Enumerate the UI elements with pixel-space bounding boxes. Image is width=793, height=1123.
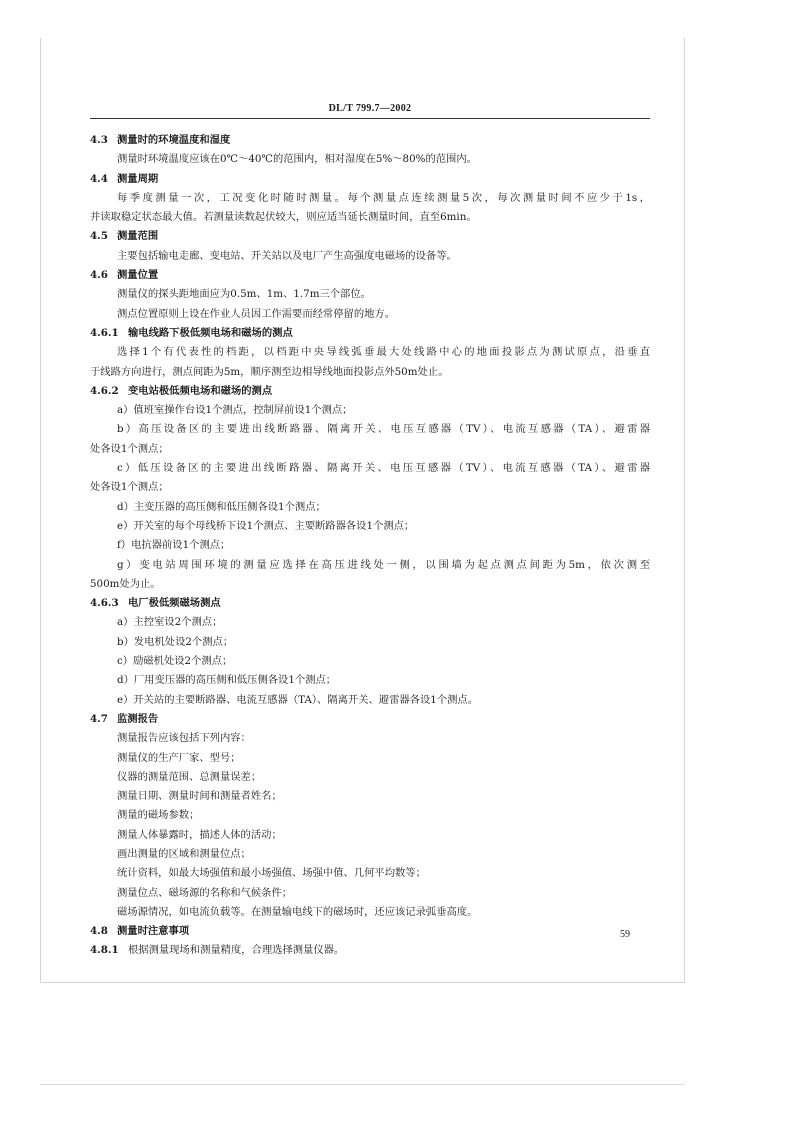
- list-item: g）变电站周围环境的测量应选择在高压进线处一侧，以围墙为起点测点间距为5m，依次测至: [117, 558, 650, 571]
- report-item: 测量报告应该包括下列内容：: [117, 732, 251, 745]
- paragraph: 测点位置原则上设在作业人员因工作需要而经常停留的地方。: [117, 307, 396, 320]
- list-item: c）励磁机处设2个测点；: [117, 655, 233, 668]
- section-heading-4-6-2: 4.6.2 变电站极低频电场和磁场的测点: [90, 384, 273, 397]
- paragraph-line: 于线路方向进行，测点间距为5m，顺序测至边相导线地面投影点外50m处止。: [90, 365, 449, 378]
- list-item-continuation: 500m处为止。: [90, 577, 161, 590]
- scan-edge-bottom: [40, 982, 685, 983]
- list-item: d）主变压器的高压侧和低压侧各设1个测点；: [117, 500, 326, 513]
- list-item: b）高压设备区的主要进出线断路器、隔离开关、电压互感器（TV）、电流互感器（TA）、避雷器: [117, 423, 650, 436]
- section-heading-4-7: 4.7 监测报告: [90, 712, 159, 725]
- list-item: d）厂用变压器的高压侧和低压侧各设1个测点；: [117, 674, 337, 687]
- document-code: DL/T 799.7—2002: [328, 103, 412, 114]
- paragraph: 主要包括输电走廊、变电站、开关站以及电厂产生高强度电磁场的设备等。: [117, 249, 457, 262]
- page-content: [90, 131, 650, 961]
- paragraph-line: 每季度测量一次，工况变化时随时测量。每个测量点连续测量5次，每次测量时间不应少于1s，: [117, 191, 650, 204]
- scan-edge-lower: [40, 1084, 685, 1085]
- report-item: 测量的磁场参数；: [117, 809, 200, 822]
- scan-edge-right: [684, 38, 685, 982]
- paragraph-line: 并读取稳定状态最大值。若测量读数起伏较大，则应适当延长测量时间，直至6min。: [90, 211, 477, 224]
- list-item: e）开关站的主要断路器、电流互感器（TA）、隔离开关、避雷器各设1个测点。: [117, 693, 479, 706]
- list-item-continuation: 处各设1个测点；: [90, 481, 169, 494]
- report-item: 画出测量的区域和测量位点；: [117, 847, 251, 860]
- list-item-continuation: 处各设1个测点；: [90, 442, 169, 455]
- list-item: c）低压设备区的主要进出线断路器、隔离开关、电压互感器（TV）、电流互感器（TA）、避雷器: [117, 462, 650, 475]
- section-heading-4-6-1: 4.6.1 输电线路下极低频电场和磁场的测点: [90, 326, 293, 339]
- list-item: e）开关室的每个母线桥下设1个测点、主要断路器各设1个测点；: [117, 519, 415, 532]
- list-item: f）电抗器前设1个测点；: [117, 539, 231, 552]
- header-rule: [90, 118, 650, 119]
- report-item: 测量仪的生产厂家、型号；: [117, 751, 241, 764]
- section-heading-4-4: 4.4 测量周期: [90, 172, 159, 185]
- report-item: 仪器的测量范围、总测量误差；: [117, 770, 262, 783]
- report-item: 统计资料，如最大场强值和最小场强值、场强中值、几何平均数等；: [117, 867, 426, 880]
- paragraph-line: 选择1个有代表性的档距，以档距中央导线弧垂最大处线路中心的地面投影点为测试原点，沿垂直: [117, 346, 650, 359]
- section-heading-4-5: 4.5 测量范围: [90, 230, 159, 243]
- page-number: 59: [620, 929, 630, 940]
- report-item: 磁场源情况，如电流负载等。在测量输电线下的磁场时，还应该记录弧垂高度。: [117, 905, 478, 918]
- paragraph: 测量仪的探头距地面应为0.5m、1m、1.7m三个部位。: [117, 288, 371, 301]
- section-heading-4-6: 4.6 测量位置: [90, 269, 159, 282]
- list-item: a）值班室操作台设1个测点，控制屏前设1个测点；: [117, 404, 353, 417]
- scan-edge-left: [40, 38, 41, 982]
- section-heading-4-3: 4.3 测量时的环境温度和湿度: [90, 134, 231, 146]
- report-item: 测量人体暴露时，描述人体的活动；: [117, 828, 282, 841]
- list-item: b）发电机处设2个测点；: [117, 635, 234, 648]
- report-item: 测量日期、测量时间和测量者姓名；: [117, 790, 282, 803]
- section-heading-4-8-1: 4.8.1 根据测量现场和测量精度，合理选择测量仪器。: [90, 944, 345, 957]
- paragraph: 测量时环境温度应该在0℃～40℃的范围内，相对湿度在5%～80%的范围内。: [117, 153, 477, 166]
- report-item: 测量位点、磁场源的名称和气候条件；: [117, 886, 293, 899]
- section-heading-4-6-3: 4.6.3 电厂极低频磁场测点: [90, 597, 221, 610]
- section-heading-4-8: 4.8 测量时注意事项: [90, 925, 190, 938]
- list-item: a）主控室设2个测点；: [117, 616, 223, 629]
